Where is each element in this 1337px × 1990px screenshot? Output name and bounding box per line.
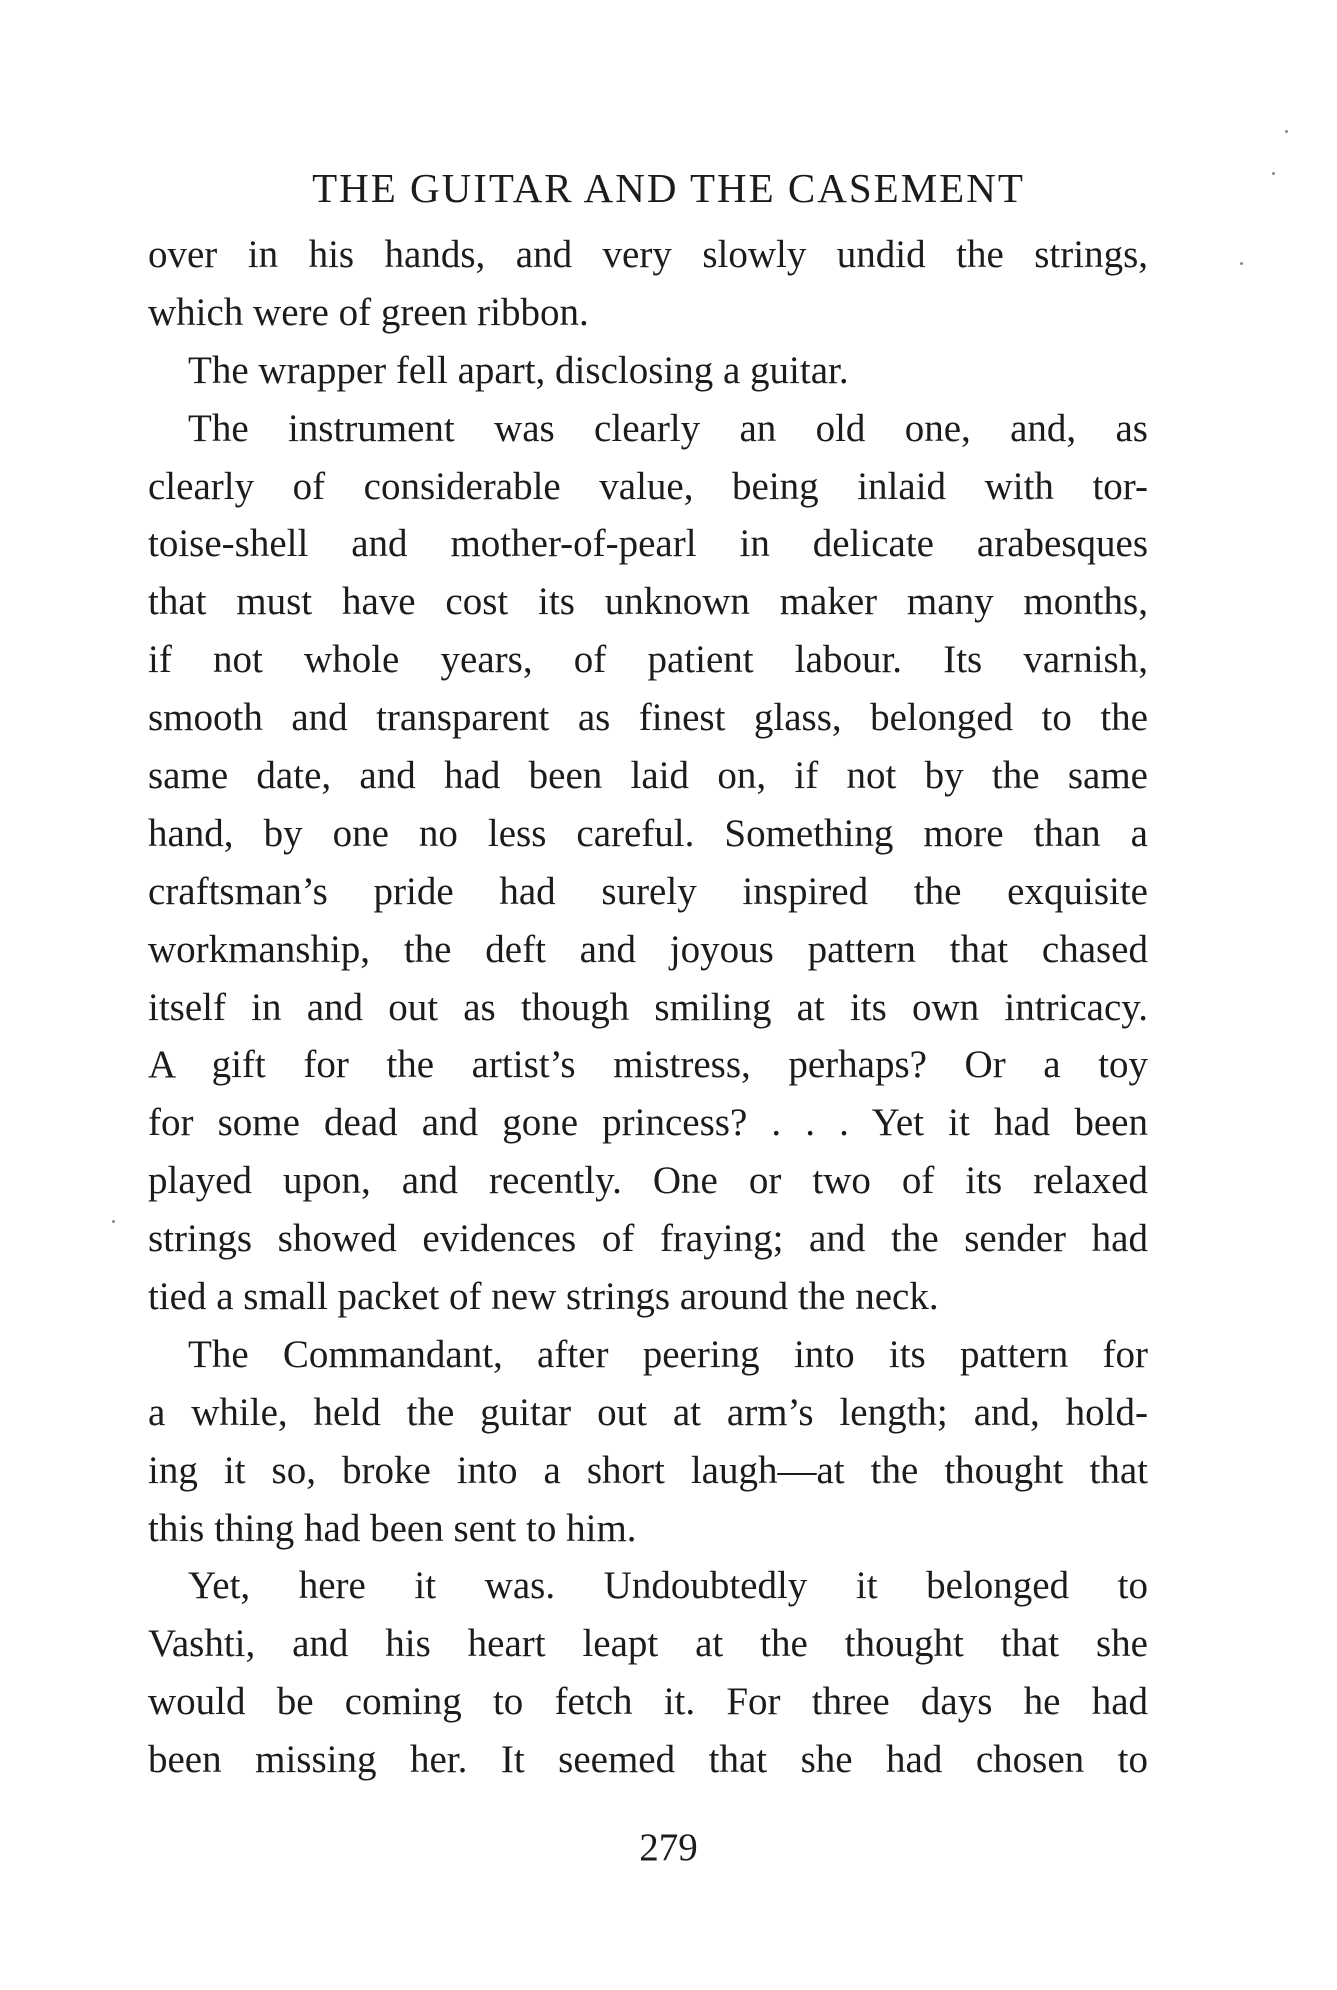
paper-speck — [112, 1220, 115, 1223]
text-line: itself in and out as though smiling at its own intricacy. — [148, 985, 1148, 1029]
text-line: over in his hands, and very slowly undid the strings, — [148, 233, 1148, 276]
text-line: craftsman’s pride had surely inspired the exquisite — [148, 869, 1148, 913]
page-number: 279 — [639, 1826, 698, 1869]
text-line: clearly of considerable value, being inlaid with tor- — [148, 464, 1148, 508]
text-line: The Commandant, after peering into its pattern for — [188, 1332, 1148, 1376]
text-line: The instrument was clearly an old one, and, as — [188, 406, 1148, 450]
text-line: The wrapper fell apart, disclosing a guitar. — [188, 348, 849, 392]
text-line: played upon, and recently. One or two of its relaxed — [148, 1159, 1148, 1203]
text-line: Yet, here it was. Undoubtedly it belonged to — [188, 1564, 1148, 1608]
text-line: would be coming to fetch it. For three days he had — [148, 1680, 1148, 1724]
paper-speck — [1240, 262, 1243, 265]
text-line: this thing had been sent to him. — [148, 1506, 637, 1550]
text-line: workmanship, the deft and joyous pattern that chased — [148, 927, 1148, 971]
running-head: THE GUITAR AND THE CASEMENT — [312, 165, 1025, 211]
text-line: ing it so, broke into a short laugh—at the thought that — [148, 1448, 1148, 1492]
text-line: Vashti, and his heart leapt at the thought that she — [148, 1622, 1148, 1666]
text-line: smooth and transparent as finest glass, belonged to the — [148, 696, 1148, 740]
text-line: same date, and had been laid on, if not by the same — [148, 754, 1148, 798]
text-line: tied a small packet of new strings around the neck. — [148, 1275, 939, 1319]
body-text — [148, 226, 1148, 1789]
text-line: that must have cost its unknown maker many months, — [148, 580, 1148, 624]
text-line: strings showed evidences of fraying; and the sender had — [148, 1217, 1148, 1261]
text-line: if not whole years, of patient labour. Its varnish, — [148, 638, 1148, 682]
text-line: which were of green ribbon. — [148, 290, 589, 334]
text-line: been missing her. It seemed that she had chosen to — [148, 1738, 1148, 1782]
text-line: toise-shell and mother-of-pearl in delicate arabesques — [148, 522, 1148, 566]
text-line: a while, held the guitar out at arm’s length; and, hold- — [148, 1390, 1148, 1434]
text-line: hand, by one no less careful. Something more than a — [148, 811, 1148, 855]
text-line: A gift for the artist’s mistress, perhaps? Or a toy — [148, 1043, 1148, 1087]
text-line: for some dead and gone princess? . . . Yet it had been — [148, 1101, 1148, 1145]
paper-speck — [1285, 130, 1288, 133]
paper-speck — [1272, 172, 1275, 175]
